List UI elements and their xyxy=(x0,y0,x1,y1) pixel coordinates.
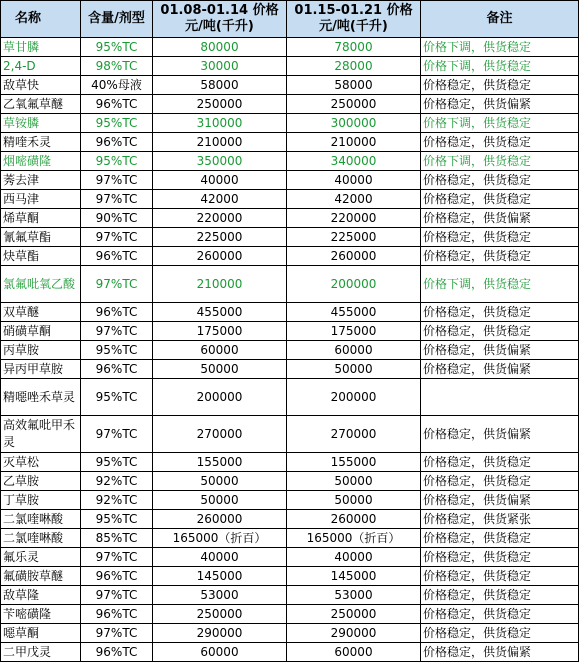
table-row xyxy=(1,152,579,171)
cell-price-week2: 58000 xyxy=(287,76,421,95)
table-row xyxy=(1,643,579,662)
cell-price-week2: 50000 xyxy=(287,360,421,379)
cell-name: 草铵膦 xyxy=(1,114,81,133)
cell-name: 噁草酮 xyxy=(1,624,81,643)
cell-spec: 97%TC xyxy=(81,416,153,453)
cell-spec: 97%TC xyxy=(81,322,153,341)
cell-price-week2: 300000 xyxy=(287,114,421,133)
cell-name: 乙氧氟草醚 xyxy=(1,95,81,114)
table-row xyxy=(1,322,579,341)
cell-price-week1: 210000 xyxy=(153,133,287,152)
cell-name: 精噁唑禾草灵 xyxy=(1,379,81,416)
cell-price-week1: 58000 xyxy=(153,76,287,95)
cell-name: 2,4-D xyxy=(1,57,81,76)
cell-note: 价格稳定，供货稳定 xyxy=(421,529,579,548)
table-row xyxy=(1,586,579,605)
header-note: 备注 xyxy=(421,1,579,38)
cell-note: 价格稳定，供货偏紧 xyxy=(421,341,579,360)
table-row xyxy=(1,303,579,322)
cell-name: 氯氟吡氧乙酸 xyxy=(1,266,81,303)
cell-name: 敌草快 xyxy=(1,76,81,95)
table-row xyxy=(1,453,579,472)
cell-name: 二氯喹啉酸 xyxy=(1,529,81,548)
cell-price-week1: 290000 xyxy=(153,624,287,643)
cell-note xyxy=(421,379,579,416)
table-row xyxy=(1,228,579,247)
cell-spec: 97%TC xyxy=(81,190,153,209)
cell-note: 价格稳定，供货稳定 xyxy=(421,247,579,266)
table-row xyxy=(1,624,579,643)
cell-spec: 96%TC xyxy=(81,95,153,114)
cell-note: 价格稳定，供货偏紧 xyxy=(421,643,579,662)
cell-note: 价格下调，供货稳定 xyxy=(421,38,579,57)
cell-price-week1: 155000 xyxy=(153,453,287,472)
table-row xyxy=(1,567,579,586)
cell-note: 价格稳定，供货偏紧 xyxy=(421,360,579,379)
cell-name: 乙草胺 xyxy=(1,472,81,491)
cell-price-week1: 250000 xyxy=(153,95,287,114)
cell-spec: 95%TC xyxy=(81,510,153,529)
cell-price-week2: 42000 xyxy=(287,190,421,209)
cell-name: 精喹禾灵 xyxy=(1,133,81,152)
cell-price-week2: 155000 xyxy=(287,453,421,472)
table-body xyxy=(1,38,579,662)
cell-price-week2: 250000 xyxy=(287,95,421,114)
cell-price-week2: 455000 xyxy=(287,303,421,322)
cell-note: 价格稳定，供货稳定 xyxy=(421,472,579,491)
cell-note: 价格稳定，供货稳定 xyxy=(421,133,579,152)
table-row xyxy=(1,247,579,266)
cell-spec: 96%TC xyxy=(81,133,153,152)
cell-note: 价格稳定，供货稳定 xyxy=(421,228,579,247)
cell-note: 价格稳定，供货稳定 xyxy=(421,605,579,624)
cell-spec: 98%TC xyxy=(81,57,153,76)
cell-spec: 95%TC xyxy=(81,152,153,171)
cell-price-week2: 270000 xyxy=(287,416,421,453)
cell-price-week1: 220000 xyxy=(153,209,287,228)
table-row xyxy=(1,529,579,548)
cell-price-week2: 200000 xyxy=(287,379,421,416)
cell-name: 敌草隆 xyxy=(1,586,81,605)
cell-note: 价格稳定，供货稳定 xyxy=(421,171,579,190)
cell-name: 烯草酮 xyxy=(1,209,81,228)
table-row xyxy=(1,133,579,152)
cell-name: 二甲戊灵 xyxy=(1,643,81,662)
cell-price-week1: 50000 xyxy=(153,472,287,491)
table-row xyxy=(1,491,579,510)
cell-note: 价格稳定，供货偏紧 xyxy=(421,209,579,228)
cell-price-week2: 145000 xyxy=(287,567,421,586)
cell-note: 价格稳定，供货偏紧 xyxy=(421,416,579,453)
cell-name: 灭草松 xyxy=(1,453,81,472)
cell-note: 价格稳定，供货稳定 xyxy=(421,586,579,605)
cell-name: 氟乐灵 xyxy=(1,548,81,567)
cell-spec: 97%TC xyxy=(81,548,153,567)
cell-price-week1: 260000 xyxy=(153,247,287,266)
header-spec: 含量/剂型 xyxy=(81,1,153,38)
cell-note: 价格稳定，供货稳定 xyxy=(421,303,579,322)
cell-price-week1: 50000 xyxy=(153,360,287,379)
cell-price-week1: 53000 xyxy=(153,586,287,605)
cell-price-week2: 28000 xyxy=(287,57,421,76)
cell-price-week2: 78000 xyxy=(287,38,421,57)
table-row xyxy=(1,360,579,379)
cell-price-week1: 145000 xyxy=(153,567,287,586)
cell-note: 价格下调，供货稳定 xyxy=(421,114,579,133)
cell-note: 价格稳定，供货稳定 xyxy=(421,567,579,586)
cell-price-week2: 210000 xyxy=(287,133,421,152)
cell-price-week2: 53000 xyxy=(287,586,421,605)
cell-note: 价格稳定，供货稳定 xyxy=(421,548,579,567)
cell-note: 价格稳定，供货稳定 xyxy=(421,76,579,95)
cell-spec: 96%TC xyxy=(81,303,153,322)
cell-spec: 97%TC xyxy=(81,171,153,190)
cell-note: 价格下调，供货稳定 xyxy=(421,266,579,303)
cell-note: 价格稳定，供货稳定 xyxy=(421,624,579,643)
cell-price-week1: 260000 xyxy=(153,510,287,529)
cell-price-week2: 60000 xyxy=(287,643,421,662)
cell-price-week1: 80000 xyxy=(153,38,287,57)
cell-price-week2: 50000 xyxy=(287,472,421,491)
cell-spec: 95%TC xyxy=(81,453,153,472)
cell-price-week1: 60000 xyxy=(153,341,287,360)
cell-price-week1: 42000 xyxy=(153,190,287,209)
cell-note: 价格稳定，供货稳定 xyxy=(421,322,579,341)
cell-price-week1: 30000 xyxy=(153,57,287,76)
cell-price-week1: 350000 xyxy=(153,152,287,171)
table-row xyxy=(1,472,579,491)
cell-spec: 95%TC xyxy=(81,38,153,57)
cell-name: 草甘膦 xyxy=(1,38,81,57)
cell-name: 烟嘧磺隆 xyxy=(1,152,81,171)
cell-price-week1: 250000 xyxy=(153,605,287,624)
cell-name: 双草醚 xyxy=(1,303,81,322)
cell-price-week2: 260000 xyxy=(287,247,421,266)
table-row xyxy=(1,416,579,453)
cell-price-week1: 175000 xyxy=(153,322,287,341)
cell-name: 二氯喹啉酸 xyxy=(1,510,81,529)
table-row xyxy=(1,190,579,209)
cell-note: 价格下调，供货稳定 xyxy=(421,152,579,171)
cell-price-week1: 165000（折百） xyxy=(153,529,287,548)
cell-price-week1: 455000 xyxy=(153,303,287,322)
table-row xyxy=(1,548,579,567)
cell-price-week2: 50000 xyxy=(287,491,421,510)
cell-name: 氰氟草酯 xyxy=(1,228,81,247)
cell-name: 丙草胺 xyxy=(1,341,81,360)
table-row xyxy=(1,341,579,360)
cell-spec: 97%TC xyxy=(81,228,153,247)
cell-price-week1: 60000 xyxy=(153,643,287,662)
cell-name: 莠去津 xyxy=(1,171,81,190)
cell-price-week2: 165000（折百） xyxy=(287,529,421,548)
table-row xyxy=(1,510,579,529)
cell-price-week2: 250000 xyxy=(287,605,421,624)
table-row xyxy=(1,114,579,133)
table-row xyxy=(1,38,579,57)
cell-price-week2: 220000 xyxy=(287,209,421,228)
cell-price-week2: 40000 xyxy=(287,548,421,567)
table-row xyxy=(1,605,579,624)
cell-name: 高效氟吡甲禾灵 xyxy=(1,416,81,453)
cell-name: 氟磺胺草醚 xyxy=(1,567,81,586)
header-name: 名称 xyxy=(1,1,81,38)
table-row xyxy=(1,76,579,95)
header-week2: 01.15-01.21 价格元/吨(千升) xyxy=(287,1,421,38)
table-row xyxy=(1,171,579,190)
cell-price-week2: 40000 xyxy=(287,171,421,190)
table-row xyxy=(1,379,579,416)
cell-spec: 97%TC xyxy=(81,586,153,605)
cell-price-week1: 210000 xyxy=(153,266,287,303)
cell-name: 西马津 xyxy=(1,190,81,209)
cell-name: 丁草胺 xyxy=(1,491,81,510)
cell-spec: 95%TC xyxy=(81,114,153,133)
cell-price-week1: 310000 xyxy=(153,114,287,133)
cell-note: 价格稳定，供货紧张 xyxy=(421,510,579,529)
cell-spec: 96%TC xyxy=(81,605,153,624)
cell-price-week1: 270000 xyxy=(153,416,287,453)
table-row xyxy=(1,95,579,114)
cell-spec: 85%TC xyxy=(81,529,153,548)
cell-spec: 92%TC xyxy=(81,491,153,510)
cell-name: 硝磺草酮 xyxy=(1,322,81,341)
cell-spec: 96%TC xyxy=(81,247,153,266)
cell-price-week2: 340000 xyxy=(287,152,421,171)
cell-price-week1: 50000 xyxy=(153,491,287,510)
table-row xyxy=(1,57,579,76)
cell-spec: 92%TC xyxy=(81,472,153,491)
cell-price-week1: 40000 xyxy=(153,171,287,190)
cell-spec: 97%TC xyxy=(81,266,153,303)
cell-spec: 96%TC xyxy=(81,360,153,379)
cell-spec: 97%TC xyxy=(81,624,153,643)
cell-price-week1: 225000 xyxy=(153,228,287,247)
cell-price-week2: 225000 xyxy=(287,228,421,247)
cell-name: 异丙甲草胺 xyxy=(1,360,81,379)
header-week1: 01.08-01.14 价格元/吨(千升) xyxy=(153,1,287,38)
cell-price-week2: 200000 xyxy=(287,266,421,303)
header-row xyxy=(1,1,579,38)
cell-spec: 40%母液 xyxy=(81,76,153,95)
cell-price-week2: 260000 xyxy=(287,510,421,529)
cell-note: 价格稳定，供货稳定 xyxy=(421,453,579,472)
cell-note: 价格稳定，供货偏紧 xyxy=(421,491,579,510)
table-row xyxy=(1,209,579,228)
table-row xyxy=(1,266,579,303)
cell-spec: 95%TC xyxy=(81,379,153,416)
cell-price-week2: 175000 xyxy=(287,322,421,341)
cell-spec: 95%TC xyxy=(81,341,153,360)
cell-note: 价格下调，供货稳定 xyxy=(421,57,579,76)
cell-spec: 90%TC xyxy=(81,209,153,228)
cell-note: 价格稳定，供货偏紧 xyxy=(421,95,579,114)
cell-price-week1: 40000 xyxy=(153,548,287,567)
cell-price-week2: 290000 xyxy=(287,624,421,643)
cell-note: 价格稳定，供货稳定 xyxy=(421,190,579,209)
cell-spec: 96%TC xyxy=(81,643,153,662)
cell-price-week1: 200000 xyxy=(153,379,287,416)
cell-name: 苄嘧磺隆 xyxy=(1,605,81,624)
cell-price-week2: 60000 xyxy=(287,341,421,360)
cell-name: 炔草酯 xyxy=(1,247,81,266)
cell-spec: 96%TC xyxy=(81,567,153,586)
